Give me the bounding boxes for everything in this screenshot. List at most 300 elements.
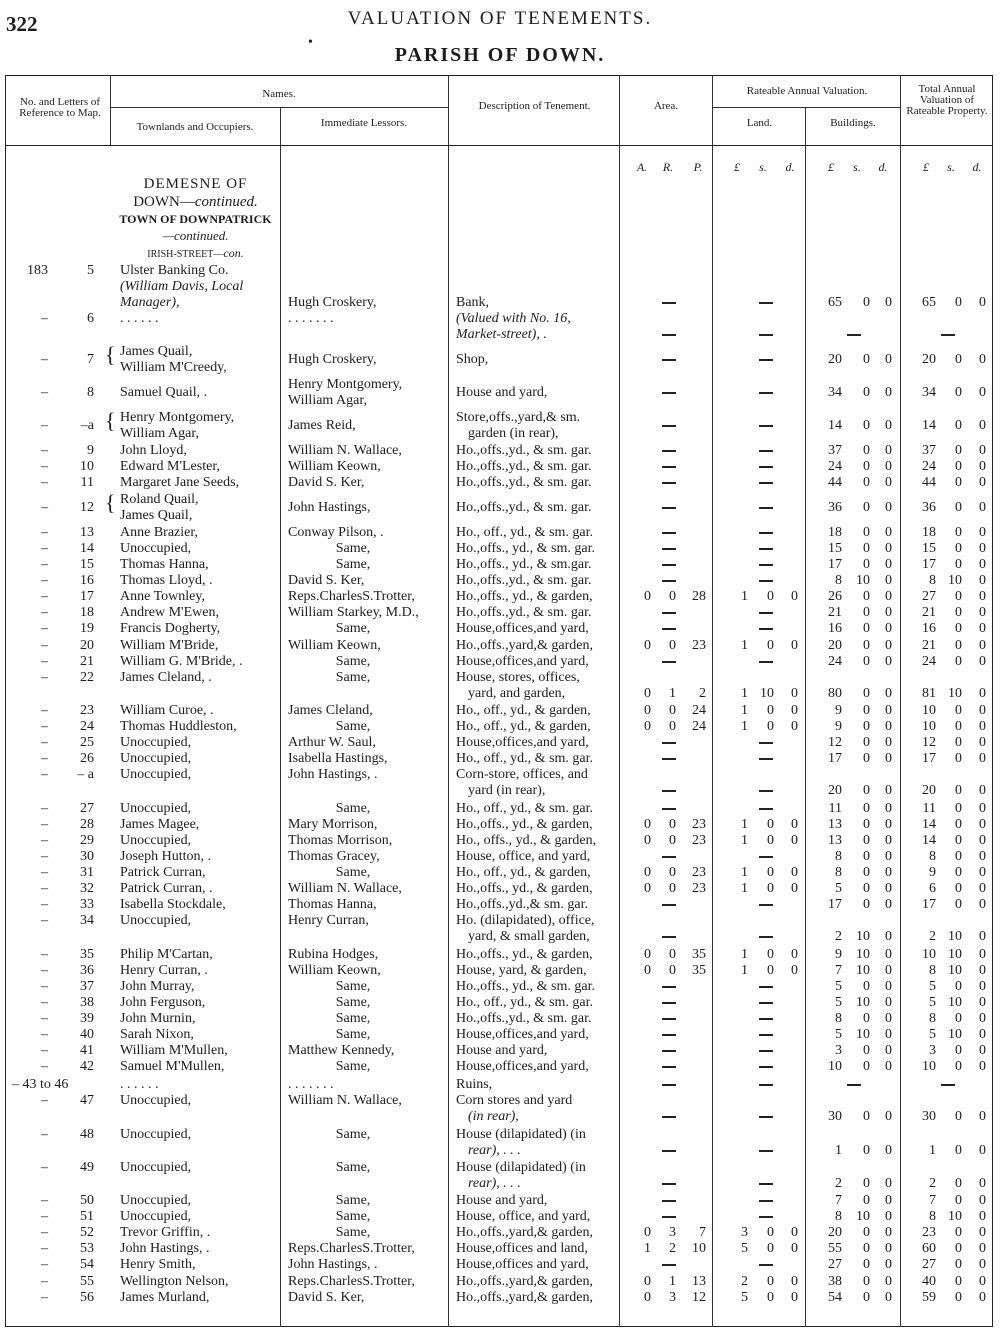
area-blank-mark — [662, 808, 676, 810]
unit-land-pounds: £ — [734, 160, 740, 174]
buildings-1: 10 — [856, 947, 870, 962]
area-blank-mark — [662, 1002, 676, 1004]
area-1: 0 — [669, 833, 676, 848]
lessor-name: Same, — [335, 995, 371, 1010]
map-number: –a — [80, 418, 94, 433]
lessor-name: William Starkey, M.D., — [288, 605, 419, 620]
total-2: 0 — [979, 557, 986, 572]
land-blank-mark — [759, 1216, 773, 1218]
tenement-description: Bank, — [456, 295, 490, 310]
map-number: 55 — [80, 1274, 94, 1289]
buildings-2: 0 — [885, 1225, 892, 1240]
buildings-1: 0 — [863, 589, 870, 604]
land-blank — [752, 1044, 780, 1058]
col-head-description: Description of Tenement. — [478, 100, 591, 112]
occupier-name: Unoccupied, — [120, 833, 192, 848]
occupier-name: . . . . . . — [120, 311, 159, 326]
map-number: 13 — [80, 525, 94, 540]
area-blank — [655, 558, 683, 572]
land-1: 0 — [767, 589, 774, 604]
area-blank — [655, 1258, 683, 1272]
tenement-description: Ho.,offs.,yd., & sm. gar. — [456, 605, 592, 620]
land-0: 1 — [741, 686, 748, 701]
lessor-name: Reps.CharlesS.Trotter, — [288, 1241, 415, 1256]
map-number: 40 — [80, 1027, 94, 1042]
total-1: 0 — [955, 1193, 962, 1208]
map-ref: – — [41, 418, 48, 433]
buildings-2: 0 — [885, 1241, 892, 1256]
buildings-2: 0 — [885, 621, 892, 636]
unit-bld-pounds: £ — [828, 160, 834, 174]
lessor-name: Same, — [335, 1209, 371, 1224]
tenement-description: Ho.,offs.,yd., & sm. gar. — [456, 500, 592, 515]
total-0: 8 — [929, 1209, 936, 1224]
total-0: 9 — [929, 865, 936, 880]
tenement-description: Ho.,offs., yd., & garden, — [456, 589, 593, 604]
area-2: 28 — [692, 589, 706, 604]
area-2: 35 — [692, 963, 706, 978]
total-2: 0 — [979, 500, 986, 515]
lessor-name: Same, — [335, 719, 371, 734]
occupier-name: Manager), — [120, 295, 180, 310]
buildings-2: 0 — [885, 929, 892, 944]
area-0: 0 — [644, 703, 651, 718]
total-0: 8 — [929, 1011, 936, 1026]
buildings-0: 11 — [828, 801, 842, 816]
total-2: 0 — [979, 686, 986, 701]
section-street-text: IRISH-STREET— — [147, 249, 224, 260]
total-1: 0 — [955, 719, 962, 734]
land-0: 1 — [741, 817, 748, 832]
total-1: 0 — [955, 1109, 962, 1124]
lessor-name: Matthew Kennedy, — [288, 1043, 395, 1058]
buildings-0: 30 — [828, 1109, 842, 1124]
occupier-name: Thomas Huddleston, — [120, 719, 237, 734]
tenement-description: Ho., off., yd., & sm. gar. — [456, 995, 594, 1010]
area-blank — [655, 353, 683, 367]
buildings-2: 0 — [885, 573, 892, 588]
area-0: 0 — [644, 881, 651, 896]
col-head-ref: No. and Letters of Reference to Map. — [19, 96, 101, 119]
unit-total-pounds: £ — [923, 160, 929, 174]
total-0: 17 — [922, 557, 936, 572]
total-1: 0 — [955, 605, 962, 620]
area-blank — [655, 1177, 683, 1191]
land-blank — [752, 558, 780, 572]
area-blank — [655, 1110, 683, 1124]
lessor-name: . . . . . . . — [288, 311, 334, 326]
land-blank-mark — [759, 532, 773, 534]
total-1: 0 — [955, 621, 962, 636]
area-0: 0 — [644, 638, 651, 653]
total-1: 0 — [955, 352, 962, 367]
land-blank — [752, 622, 780, 636]
land-blank — [752, 353, 780, 367]
area-2: 24 — [692, 719, 706, 734]
buildings-2: 0 — [885, 833, 892, 848]
area-2: 2 — [699, 686, 706, 701]
total-blank — [934, 328, 962, 342]
total-2: 0 — [979, 1290, 986, 1305]
land-0: 2 — [741, 1274, 748, 1289]
total-0: 40 — [922, 1274, 936, 1289]
buildings-1: 0 — [863, 897, 870, 912]
buildings-0: 10 — [828, 1059, 842, 1074]
land-blank-mark — [759, 1150, 773, 1152]
total-2: 0 — [979, 385, 986, 400]
lessor-name: Same, — [335, 1160, 371, 1175]
area-blank — [655, 460, 683, 474]
buildings-2: 0 — [885, 557, 892, 572]
total-0: 8 — [929, 573, 936, 588]
brace: { — [105, 490, 116, 515]
total-2: 0 — [979, 621, 986, 636]
total-1: 10 — [948, 963, 962, 978]
total-0: 34 — [922, 385, 936, 400]
tenement-description: House,offices and yard, — [456, 1257, 589, 1272]
buildings-0: 14 — [828, 418, 842, 433]
total-0: 10 — [922, 703, 936, 718]
area-0: 1 — [644, 1241, 651, 1256]
buildings-0: 38 — [828, 1274, 842, 1289]
land-blank — [752, 736, 780, 750]
map-number: 34 — [80, 913, 94, 928]
total-1: 0 — [955, 881, 962, 896]
land-0: 3 — [741, 1225, 748, 1240]
buildings-0: 5 — [835, 979, 842, 994]
map-number: 37 — [80, 979, 94, 994]
buildings-0: 8 — [835, 865, 842, 880]
buildings-1: 0 — [863, 1176, 870, 1191]
buildings-2: 0 — [885, 947, 892, 962]
area-blank — [655, 996, 683, 1010]
lessor-name: David S. Ker, — [288, 475, 365, 490]
land-2: 0 — [791, 963, 798, 978]
lessor-name: William N. Wallace, — [288, 881, 402, 896]
land-blank-mark — [759, 936, 773, 938]
area-0: 0 — [644, 963, 651, 978]
land-2: 0 — [791, 1290, 798, 1305]
area-blank — [655, 296, 683, 310]
buildings-1: 0 — [863, 621, 870, 636]
lessor-name: William Keown, — [288, 963, 381, 978]
map-number: 32 — [80, 881, 94, 896]
map-ref: – — [41, 897, 48, 912]
area-1: 0 — [669, 881, 676, 896]
col-head-buildings: Buildings. — [830, 117, 876, 129]
buildings-1: 0 — [863, 1241, 870, 1256]
map-ref: – — [41, 1209, 48, 1224]
map-ref: – — [41, 525, 48, 540]
occupier-name: Unoccupied, — [120, 751, 192, 766]
tenement-description: Corn stores and yard — [456, 1093, 573, 1108]
land-blank-mark — [759, 628, 773, 630]
total-2: 0 — [979, 995, 986, 1010]
map-ref: – — [41, 767, 48, 782]
map-ref: – — [41, 459, 48, 474]
area-blank-mark — [662, 661, 676, 663]
buildings-0: 8 — [835, 849, 842, 864]
area-2: 35 — [692, 947, 706, 962]
land-blank-mark — [759, 1050, 773, 1052]
buildings-1: 0 — [863, 1257, 870, 1272]
buildings-2: 0 — [885, 418, 892, 433]
buildings-2: 0 — [885, 459, 892, 474]
map-number: 19 — [80, 621, 94, 636]
area-0: 0 — [644, 1290, 651, 1305]
col-head-names: Names. — [262, 88, 296, 100]
parish-title: PARISH OF DOWN. — [394, 44, 606, 66]
buildings-2: 0 — [885, 995, 892, 1010]
total-1: 10 — [948, 573, 962, 588]
buildings-0: 21 — [828, 605, 842, 620]
buildings-0: 9 — [835, 947, 842, 962]
map-number: – a — [77, 767, 94, 782]
buildings-2: 0 — [885, 638, 892, 653]
area-2: 13 — [692, 1274, 706, 1289]
buildings-0: 24 — [828, 654, 842, 669]
total-1: 0 — [955, 654, 962, 669]
lessor-name: Conway Pilson, . — [288, 525, 384, 540]
page-number: 322 — [6, 12, 38, 36]
lessor-name: . . . . . . . — [288, 1077, 334, 1092]
total-2: 0 — [979, 1176, 986, 1191]
lessor-name: Same, — [335, 557, 371, 572]
lessor-name: William Agar, — [288, 393, 367, 408]
tenement-description: House, office, and yard, — [456, 849, 591, 864]
land-blank — [752, 1078, 780, 1092]
total-0: 10 — [922, 1059, 936, 1074]
area-0: 0 — [644, 817, 651, 832]
map-ref: – — [41, 385, 48, 400]
occupier-name: Unoccupied, — [120, 913, 192, 928]
occupier-name: Wellington Nelson, — [120, 1274, 229, 1289]
lessor-name: Reps.CharlesS.Trotter, — [288, 1274, 415, 1289]
occupier-name: Patrick Curran, — [120, 865, 206, 880]
map-ref: – — [41, 475, 48, 490]
unit-land-shillings: s. — [759, 160, 767, 174]
map-number: 7 — [87, 352, 94, 367]
occupier-name: William Agar, — [120, 426, 199, 441]
area-blank-mark — [662, 856, 676, 858]
area-blank — [655, 1012, 683, 1026]
lessor-name: Same, — [335, 1011, 371, 1026]
land-blank — [752, 296, 780, 310]
lessor-name: William N. Wallace, — [288, 1093, 402, 1108]
map-number: 20 — [80, 638, 94, 653]
buildings-1: 10 — [856, 929, 870, 944]
map-number: 27 — [80, 801, 94, 816]
land-1: 0 — [767, 865, 774, 880]
lessor-name: Same, — [335, 1127, 371, 1142]
page-title: VALUATION OF TENEMENTS. — [347, 8, 653, 29]
total-0: 24 — [922, 654, 936, 669]
buildings-1: 0 — [863, 703, 870, 718]
area-1: 0 — [669, 947, 676, 962]
tenement-description: House,offices,and yard, — [456, 1027, 589, 1042]
land-2: 0 — [791, 1225, 798, 1240]
occupier-name: Edward M'Lester, — [120, 459, 220, 474]
total-blank-mark — [941, 1084, 955, 1086]
map-number: 36 — [80, 963, 94, 978]
total-1: 0 — [955, 1143, 962, 1158]
map-ref: – — [41, 1011, 48, 1026]
map-ref: – — [41, 963, 48, 978]
buildings-0: 20 — [828, 638, 842, 653]
lessor-name: Same, — [335, 1027, 371, 1042]
tenement-description: Ho.,offs.,yd., & sm. gar. — [456, 573, 592, 588]
total-0: 6 — [929, 881, 936, 896]
land-blank-mark — [759, 612, 773, 614]
buildings-1: 0 — [863, 833, 870, 848]
map-ref: – — [41, 557, 48, 572]
total-2: 0 — [979, 1274, 986, 1289]
occupier-name: William M'Mullen, — [120, 1043, 228, 1058]
area-2: 23 — [692, 833, 706, 848]
total-0: 5 — [929, 995, 936, 1010]
total-2: 0 — [979, 1059, 986, 1074]
total-0: 59 — [922, 1290, 936, 1305]
buildings-0: 13 — [828, 817, 842, 832]
buildings-2: 0 — [885, 817, 892, 832]
occupier-name: Ulster Banking Co. — [120, 263, 229, 278]
buildings-1: 0 — [863, 1011, 870, 1026]
unit-acres: A. — [636, 160, 648, 174]
land-blank — [752, 606, 780, 620]
total-2: 0 — [979, 525, 986, 540]
land-blank-mark — [759, 507, 773, 509]
map-ref: – — [41, 947, 48, 962]
buildings-0: 8 — [835, 1011, 842, 1026]
buildings-2: 0 — [885, 385, 892, 400]
occupier-name: Samuel Quail, . — [120, 385, 208, 400]
buildings-0: 18 — [828, 525, 842, 540]
area-2: 23 — [692, 881, 706, 896]
unit-perches: P. — [693, 160, 703, 174]
total-2: 0 — [979, 963, 986, 978]
map-number: 26 — [80, 751, 94, 766]
land-blank-mark — [759, 1084, 773, 1086]
buildings-2: 0 — [885, 963, 892, 978]
buildings-0: 7 — [835, 963, 842, 978]
buildings-1: 0 — [863, 605, 870, 620]
total-1: 10 — [948, 929, 962, 944]
buildings-1: 0 — [863, 295, 870, 310]
buildings-1: 0 — [863, 783, 870, 798]
buildings-1: 0 — [863, 1274, 870, 1289]
buildings-2: 0 — [885, 1143, 892, 1158]
lessor-name: David S. Ker, — [288, 573, 365, 588]
area-blank — [655, 1210, 683, 1224]
buildings-2: 0 — [885, 1274, 892, 1289]
tenement-description: Ho., off., yd., & garden, — [456, 703, 591, 718]
total-0: 11 — [922, 801, 936, 816]
total-1: 0 — [955, 897, 962, 912]
occupier-name: Unoccupied, — [120, 735, 192, 750]
total-0: 10 — [922, 947, 936, 962]
buildings-0: 65 — [828, 295, 842, 310]
buildings-2: 0 — [885, 1257, 892, 1272]
ornament-dot: • — [308, 35, 313, 50]
buildings-0: 9 — [835, 703, 842, 718]
buildings-0: 20 — [828, 783, 842, 798]
total-1: 0 — [955, 751, 962, 766]
land-blank — [752, 542, 780, 556]
land-2: 0 — [791, 947, 798, 962]
area-2: 7 — [699, 1225, 706, 1240]
land-blank-mark — [759, 856, 773, 858]
lessor-name: John Hastings, . — [288, 1257, 378, 1272]
occupier-name: Unoccupied, — [120, 1209, 192, 1224]
area-blank-mark — [662, 904, 676, 906]
lessor-name: William Keown, — [288, 638, 381, 653]
section-down-text: DOWN— — [133, 194, 195, 210]
total-blank — [934, 1078, 962, 1092]
buildings-2: 0 — [885, 475, 892, 490]
occupier-name: Isabella Stockdale, — [120, 897, 226, 912]
map-ref: – — [41, 1127, 48, 1142]
total-0: 3 — [929, 1043, 936, 1058]
total-2: 0 — [979, 1209, 986, 1224]
tenement-description: House, stores, offices, — [456, 670, 580, 685]
lessor-name: Hugh Croskery, — [288, 295, 377, 310]
land-blank — [752, 1210, 780, 1224]
area-blank-mark — [662, 1034, 676, 1036]
map-number: 11 — [80, 475, 94, 490]
land-blank — [752, 784, 780, 798]
map-ref: – — [41, 1160, 48, 1175]
area-blank-mark — [662, 482, 676, 484]
area-blank-mark — [662, 612, 676, 614]
land-0: 5 — [741, 1241, 748, 1256]
col-rule-area — [712, 75, 713, 1327]
area-1: 0 — [669, 589, 676, 604]
buildings-1: 0 — [863, 817, 870, 832]
col-rule-land — [805, 107, 806, 1327]
area-blank-mark — [662, 1018, 676, 1020]
total-1: 0 — [955, 418, 962, 433]
map-ref: 183 — [27, 263, 48, 278]
map-ref: – — [41, 833, 48, 848]
lessor-name: Same, — [335, 1059, 371, 1074]
map-number: 17 — [80, 589, 94, 604]
land-0: 1 — [741, 589, 748, 604]
lessor-name: Thomas Morrison, — [288, 833, 393, 848]
buildings-1: 0 — [863, 1043, 870, 1058]
map-ref: – — [41, 573, 48, 588]
total-1: 0 — [955, 295, 962, 310]
buildings-2: 0 — [885, 1193, 892, 1208]
buildings-1: 0 — [863, 1109, 870, 1124]
tenement-description: House,offices,and yard, — [456, 621, 589, 636]
land-blank — [752, 444, 780, 458]
lessor-name: Henry Montgomery, — [288, 377, 403, 392]
total-2: 0 — [979, 865, 986, 880]
area-blank — [655, 501, 683, 515]
area-blank-mark — [662, 564, 676, 566]
area-2: 12 — [692, 1290, 706, 1305]
total-1: 0 — [955, 1257, 962, 1272]
land-1: 0 — [767, 833, 774, 848]
buildings-2: 0 — [885, 1109, 892, 1124]
map-ref: – — [41, 719, 48, 734]
land-blank — [752, 1060, 780, 1074]
land-blank — [752, 526, 780, 540]
buildings-2: 0 — [885, 525, 892, 540]
land-blank-mark — [759, 1200, 773, 1202]
land-2: 0 — [791, 881, 798, 896]
land-blank-mark — [759, 986, 773, 988]
